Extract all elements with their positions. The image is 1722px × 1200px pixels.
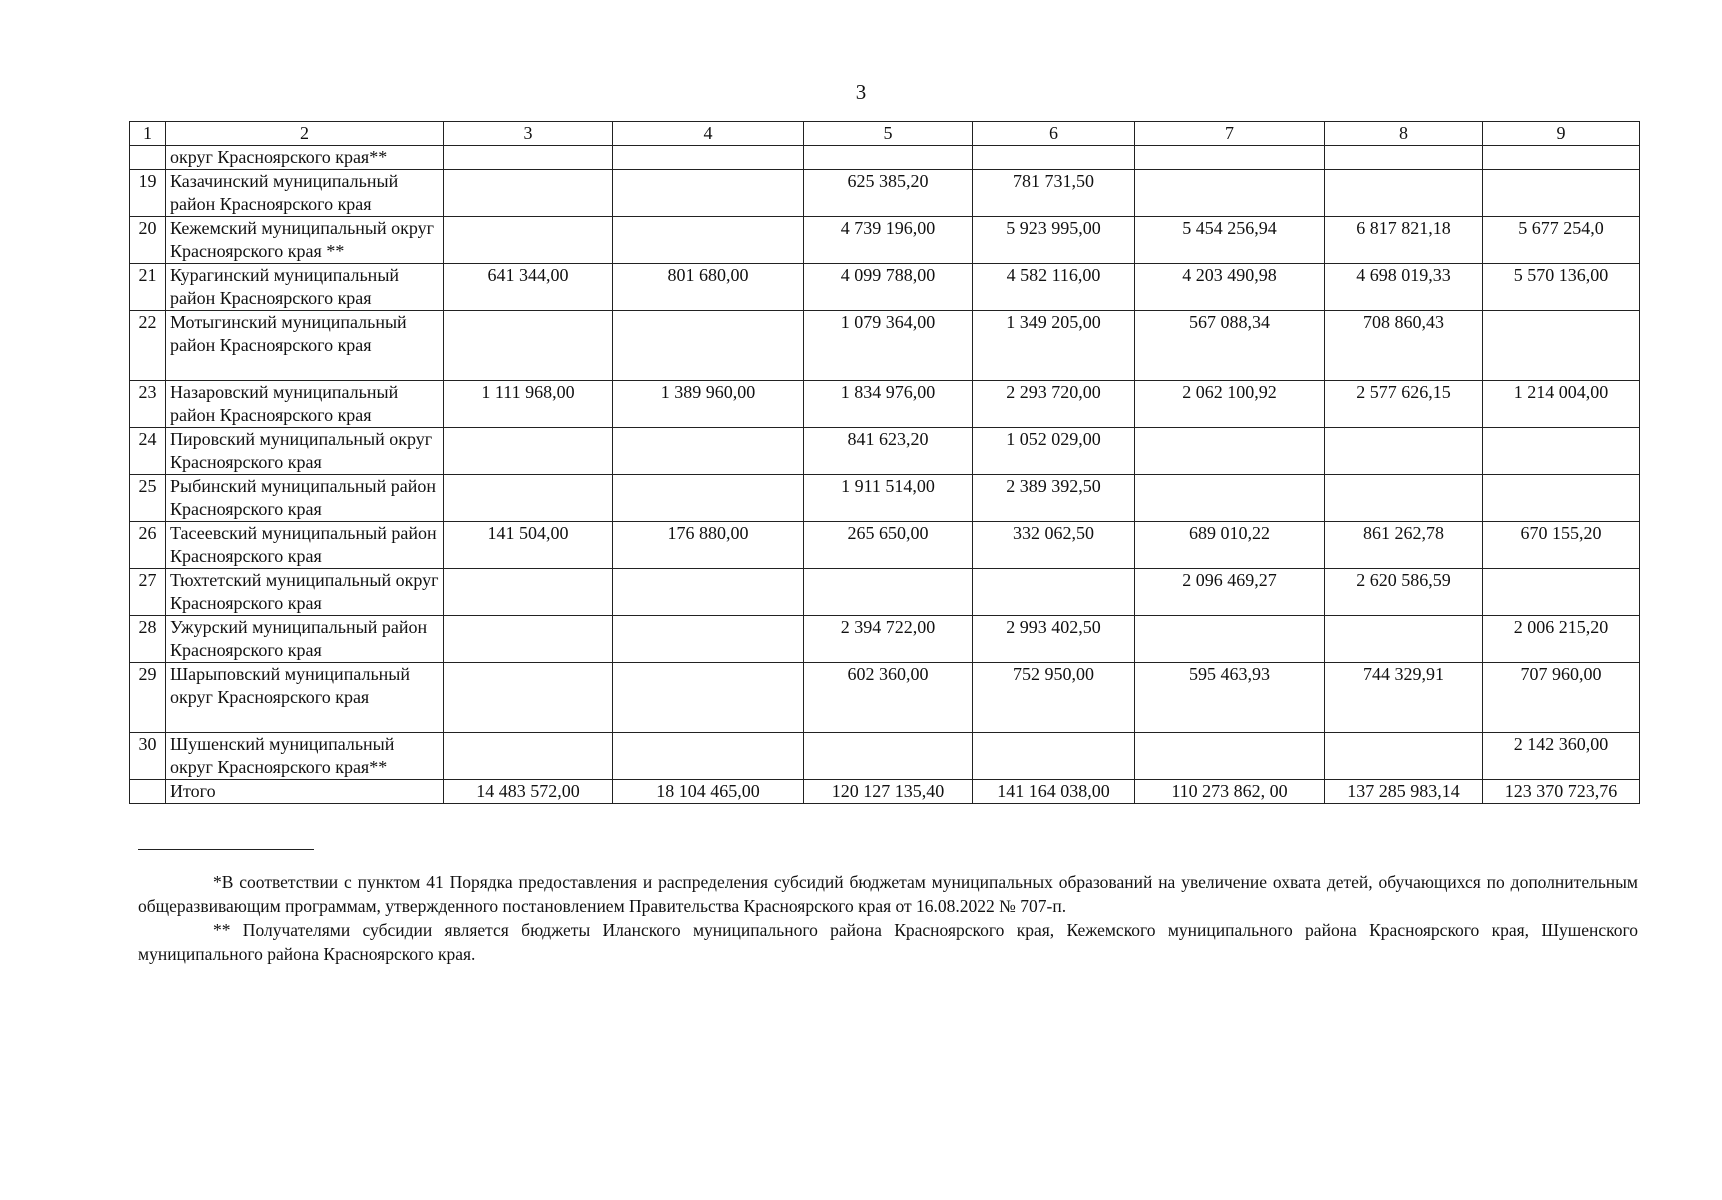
value-cell: [1483, 475, 1640, 522]
value-cell: 1 834 976,00: [804, 381, 973, 428]
table-body: [130, 146, 1640, 804]
value-cell: 625 385,20: [804, 170, 973, 217]
page-number: 3: [855, 80, 867, 104]
municipality-name: округ Красноярского края**: [166, 146, 444, 170]
value-cell: [613, 569, 804, 616]
value-cell: [1325, 616, 1483, 663]
column-header: 2: [166, 122, 444, 146]
table-row: [130, 475, 1640, 522]
municipality-name: Назаровский муниципальный район Красноярского края: [166, 381, 444, 428]
value-cell: 861 262,78: [1325, 522, 1483, 569]
subsidy-table: [129, 121, 1640, 804]
municipality-name: Кежемский муниципальный округ Красноярского края **: [166, 217, 444, 264]
value-cell: 595 463,93: [1135, 663, 1325, 733]
value-cell: 176 880,00: [613, 522, 804, 569]
row-number: 30: [130, 733, 166, 780]
value-cell: [444, 217, 613, 264]
value-cell: [1135, 475, 1325, 522]
value-cell: [1483, 170, 1640, 217]
value-cell: [1483, 311, 1640, 381]
value-cell: 1 111 968,00: [444, 381, 613, 428]
value-cell: [1135, 428, 1325, 475]
value-cell: 1 911 514,00: [804, 475, 973, 522]
row-number: 24: [130, 428, 166, 475]
row-number: 22: [130, 311, 166, 381]
value-cell: [444, 311, 613, 381]
value-cell: 641 344,00: [444, 264, 613, 311]
total-value-cell: 18 104 465,00: [613, 780, 804, 804]
value-cell: [973, 146, 1135, 170]
value-cell: [973, 733, 1135, 780]
value-cell: 2 389 392,50: [973, 475, 1135, 522]
value-cell: 781 731,50: [973, 170, 1135, 217]
value-cell: 689 010,22: [1135, 522, 1325, 569]
table-row: [130, 616, 1640, 663]
column-header: 8: [1325, 122, 1483, 146]
value-cell: 567 088,34: [1135, 311, 1325, 381]
table-row: [130, 264, 1640, 311]
row-number: 21: [130, 264, 166, 311]
row-number: 25: [130, 475, 166, 522]
value-cell: [1325, 428, 1483, 475]
value-cell: 2 142 360,00: [1483, 733, 1640, 780]
value-cell: 6 817 821,18: [1325, 217, 1483, 264]
value-cell: [1135, 733, 1325, 780]
value-cell: 2 293 720,00: [973, 381, 1135, 428]
total-value-cell: 120 127 135,40: [804, 780, 973, 804]
total-value-cell: 141 164 038,00: [973, 780, 1135, 804]
value-cell: [613, 311, 804, 381]
value-cell: [1325, 475, 1483, 522]
column-header: 1: [130, 122, 166, 146]
value-cell: 5 677 254,0: [1483, 217, 1640, 264]
value-cell: 707 960,00: [1483, 663, 1640, 733]
value-cell: [1483, 569, 1640, 616]
value-cell: 841 623,20: [804, 428, 973, 475]
municipality-name: Казачинский муниципальный район Красноярского края: [166, 170, 444, 217]
value-cell: [1325, 170, 1483, 217]
value-cell: [1325, 146, 1483, 170]
total-value-cell: 137 285 983,14: [1325, 780, 1483, 804]
value-cell: 5 570 136,00: [1483, 264, 1640, 311]
value-cell: 265 650,00: [804, 522, 973, 569]
footnote-1: *В соответствии с пунктом 41 Порядка предоставления и распределения субсидий бюджетам муниципальных образований на увеличение охвата детей, обучающихся по дополнительным общеразвивающим программам, утвержденного постановлением Правительства Красноярского края от 16.08.2022 № 707-п.: [138, 872, 1638, 916]
row-number: 20: [130, 217, 166, 264]
total-label: Итого: [166, 780, 444, 804]
value-cell: [444, 475, 613, 522]
municipality-name: Мотыгинский муниципальный район Красноярского края: [166, 311, 444, 381]
value-cell: 332 062,50: [973, 522, 1135, 569]
table-row: [130, 428, 1640, 475]
table-row: [130, 522, 1640, 569]
value-cell: [1135, 146, 1325, 170]
value-cell: 5 923 995,00: [973, 217, 1135, 264]
value-cell: [1483, 146, 1640, 170]
table-header-row: [130, 122, 1640, 146]
value-cell: 4 099 788,00: [804, 264, 973, 311]
value-cell: 1 389 960,00: [613, 381, 804, 428]
footnotes: [138, 870, 1638, 966]
value-cell: [613, 616, 804, 663]
value-cell: [1135, 170, 1325, 217]
value-cell: 602 360,00: [804, 663, 973, 733]
value-cell: 752 950,00: [973, 663, 1135, 733]
column-header: 3: [444, 122, 613, 146]
value-cell: 2 006 215,20: [1483, 616, 1640, 663]
value-cell: [804, 569, 973, 616]
row-number: 19: [130, 170, 166, 217]
value-cell: 4 582 116,00: [973, 264, 1135, 311]
municipality-name: Ужурский муниципальный район Красноярского края: [166, 616, 444, 663]
table-row: [130, 311, 1640, 381]
value-cell: 2 096 469,27: [1135, 569, 1325, 616]
column-header: 9: [1483, 122, 1640, 146]
value-cell: [1135, 616, 1325, 663]
value-cell: [613, 170, 804, 217]
table-row: [130, 381, 1640, 428]
row-number: [130, 780, 166, 804]
value-cell: 4 739 196,00: [804, 217, 973, 264]
value-cell: 1 079 364,00: [804, 311, 973, 381]
row-number: 28: [130, 616, 166, 663]
column-header: 7: [1135, 122, 1325, 146]
municipality-name: Шарыповский муниципальный округ Красноярского края: [166, 663, 444, 733]
value-cell: 4 698 019,33: [1325, 264, 1483, 311]
table-row: [130, 569, 1640, 616]
value-cell: [613, 146, 804, 170]
municipality-name: Пировский муниципальный округ Красноярского края: [166, 428, 444, 475]
value-cell: 2 062 100,92: [1135, 381, 1325, 428]
row-number: 26: [130, 522, 166, 569]
table-row: [130, 217, 1640, 264]
value-cell: 2 993 402,50: [973, 616, 1135, 663]
value-cell: 2 620 586,59: [1325, 569, 1483, 616]
total-value-cell: 110 273 862, 00: [1135, 780, 1325, 804]
row-number: 29: [130, 663, 166, 733]
footnote-separator: [138, 849, 314, 850]
total-value-cell: 14 483 572,00: [444, 780, 613, 804]
value-cell: 5 454 256,94: [1135, 217, 1325, 264]
value-cell: 1 349 205,00: [973, 311, 1135, 381]
value-cell: 4 203 490,98: [1135, 264, 1325, 311]
row-number: 27: [130, 569, 166, 616]
value-cell: 708 860,43: [1325, 311, 1483, 381]
table-row: [130, 170, 1640, 217]
column-header: 4: [613, 122, 804, 146]
table-row: [130, 146, 1640, 170]
value-cell: 2 394 722,00: [804, 616, 973, 663]
value-cell: [804, 146, 973, 170]
value-cell: [613, 663, 804, 733]
value-cell: 744 329,91: [1325, 663, 1483, 733]
value-cell: 1 214 004,00: [1483, 381, 1640, 428]
value-cell: 670 155,20: [1483, 522, 1640, 569]
municipality-name: Рыбинский муниципальный район Красноярского края: [166, 475, 444, 522]
value-cell: [444, 428, 613, 475]
value-cell: 141 504,00: [444, 522, 613, 569]
value-cell: [804, 733, 973, 780]
value-cell: [444, 733, 613, 780]
total-value-cell: 123 370 723,76: [1483, 780, 1640, 804]
municipality-name: Шушенский муниципальный округ Красноярского края**: [166, 733, 444, 780]
value-cell: [444, 616, 613, 663]
column-header: 6: [973, 122, 1135, 146]
value-cell: [444, 663, 613, 733]
value-cell: [613, 217, 804, 264]
column-header: 5: [804, 122, 973, 146]
row-number: 23: [130, 381, 166, 428]
value-cell: [613, 428, 804, 475]
value-cell: [1325, 733, 1483, 780]
municipality-name: Курагинский муниципальный район Красноярского края: [166, 264, 444, 311]
value-cell: [1483, 428, 1640, 475]
value-cell: [444, 170, 613, 217]
total-row: [130, 780, 1640, 804]
value-cell: [444, 146, 613, 170]
footnote-2: ** Получателями субсидии является бюджеты Иланского муниципального района Красноярского края, Кежемского муниципального района Красноярского края, Шушенского муниципального района Красноярского края.: [138, 920, 1638, 964]
value-cell: [613, 475, 804, 522]
table-row: [130, 663, 1640, 733]
table-row: [130, 733, 1640, 780]
value-cell: [613, 733, 804, 780]
municipality-name: Тасеевский муниципальный район Красноярского края: [166, 522, 444, 569]
municipality-name: Тюхтетский муниципальный округ Красноярского края: [166, 569, 444, 616]
value-cell: 1 052 029,00: [973, 428, 1135, 475]
value-cell: [444, 569, 613, 616]
value-cell: 801 680,00: [613, 264, 804, 311]
row-number: [130, 146, 166, 170]
value-cell: 2 577 626,15: [1325, 381, 1483, 428]
value-cell: [973, 569, 1135, 616]
